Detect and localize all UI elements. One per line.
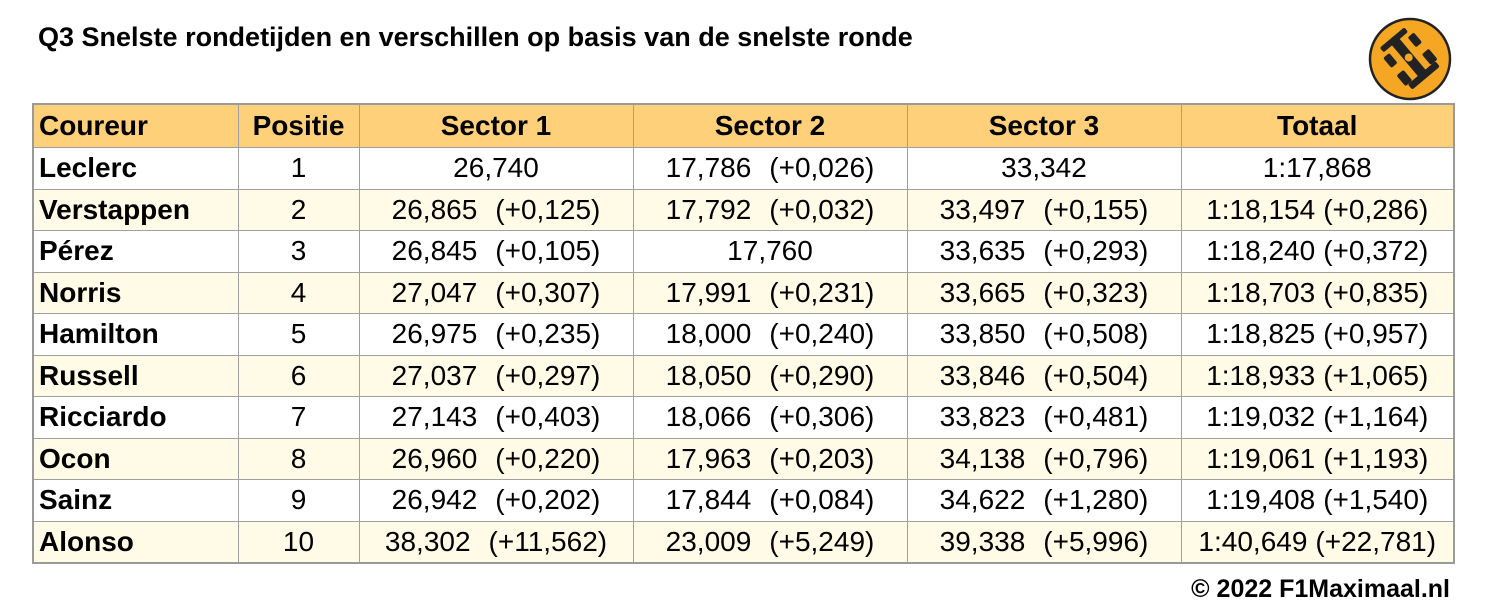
sector-3-cell — [907, 521, 1181, 563]
sector-1-time: 26,845 — [391, 235, 478, 267]
sector-1-gap: (+0,125) — [495, 193, 601, 225]
sector-1-gap: (+0,403) — [495, 401, 601, 433]
sector-3-gap: (+0,293) — [1043, 235, 1149, 267]
sector-3-cell — [907, 480, 1181, 522]
total-cell — [1181, 314, 1454, 356]
driver-name: Norris — [33, 272, 238, 314]
position-cell: 1 — [238, 148, 359, 190]
sector-1-cell — [359, 148, 633, 190]
sector-3-time: 33,342 — [1001, 152, 1087, 184]
table-row — [33, 521, 1454, 563]
sector-3-time: 34,622 — [939, 484, 1026, 516]
sector-2-cell — [633, 314, 907, 356]
sector-1-gap: (+0,297) — [495, 359, 601, 391]
sector-2-cell — [633, 397, 907, 439]
sector-3-time: 33,823 — [939, 401, 1026, 433]
total-gap: (+0,372) — [1323, 235, 1429, 267]
driver-name: Ricciardo — [33, 397, 238, 439]
sector-2-time: 18,000 — [665, 318, 752, 350]
sector-1-gap: (+0,105) — [495, 235, 601, 267]
sector-3-cell — [907, 397, 1181, 439]
table-row — [33, 438, 1454, 480]
sector-2-time: 18,050 — [665, 359, 752, 391]
sector-2-gap: (+0,203) — [769, 442, 875, 474]
sector-3-gap: (+0,481) — [1043, 401, 1149, 433]
sector-3-time: 33,846 — [939, 359, 1026, 391]
sector-3-time: 34,138 — [939, 442, 1026, 474]
sector-1-cell — [359, 314, 633, 356]
sector-2-cell — [633, 438, 907, 480]
column-header-driver: Coureur — [33, 104, 238, 148]
sector-3-gap: (+0,155) — [1043, 193, 1149, 225]
table-row — [33, 189, 1454, 231]
sector-3-cell — [907, 148, 1181, 190]
sector-3-gap: (+0,504) — [1043, 359, 1149, 391]
total-gap: (+1,065) — [1323, 359, 1429, 391]
sector-3-cell — [907, 438, 1181, 480]
sector-2-gap: (+5,249) — [769, 525, 875, 557]
sector-3-gap: (+0,796) — [1043, 442, 1149, 474]
sector-2-time: 17,792 — [665, 193, 752, 225]
sector-2-time: 17,760 — [727, 235, 813, 267]
total-time: 1:17,868 — [1262, 152, 1372, 184]
position-cell: 3 — [238, 231, 359, 273]
total-time: 1:18,825 — [1206, 318, 1316, 350]
sector-1-gap: (+0,307) — [495, 276, 601, 308]
total-gap: (+1,540) — [1323, 484, 1429, 516]
driver-name: Verstappen — [33, 189, 238, 231]
driver-name: Pérez — [33, 231, 238, 273]
sector-3-time: 33,850 — [939, 318, 1026, 350]
table-header-row — [33, 104, 1454, 148]
total-cell — [1181, 521, 1454, 563]
sector-1-gap: (+0,202) — [495, 484, 601, 516]
position-cell: 2 — [238, 189, 359, 231]
driver-name: Alonso — [33, 521, 238, 563]
column-header-sector-1: Sector 1 — [359, 104, 633, 148]
sector-3-gap: (+0,508) — [1043, 318, 1149, 350]
sector-2-gap: (+0,084) — [769, 484, 875, 516]
sector-1-cell — [359, 521, 633, 563]
sector-1-gap: (+0,235) — [495, 318, 601, 350]
total-cell — [1181, 231, 1454, 273]
driver-name: Sainz — [33, 480, 238, 522]
total-gap: (+0,957) — [1323, 318, 1429, 350]
total-cell — [1181, 272, 1454, 314]
sector-2-time: 23,009 — [665, 525, 752, 557]
total-time: 1:18,154 — [1206, 193, 1316, 225]
sector-2-time: 18,066 — [665, 401, 752, 433]
table-row — [33, 355, 1454, 397]
total-cell — [1181, 397, 1454, 439]
sector-2-time: 17,844 — [665, 484, 752, 516]
sector-3-cell — [907, 272, 1181, 314]
total-cell — [1181, 480, 1454, 522]
sector-2-gap: (+0,290) — [769, 359, 875, 391]
table-row — [33, 148, 1454, 190]
sector-3-cell — [907, 189, 1181, 231]
sector-2-cell — [633, 148, 907, 190]
column-header-sector-3: Sector 3 — [907, 104, 1181, 148]
sector-1-time: 26,740 — [453, 152, 539, 184]
position-cell: 9 — [238, 480, 359, 522]
driver-name: Hamilton — [33, 314, 238, 356]
sector-2-gap: (+0,240) — [769, 318, 875, 350]
sector-3-time: 33,635 — [939, 235, 1026, 267]
lap-times-table — [32, 103, 1455, 564]
sector-1-cell — [359, 355, 633, 397]
page-title: Q3 Snelste rondetijden en verschillen op basis van de snelste ronde — [38, 22, 913, 52]
sector-1-time: 27,047 — [391, 276, 478, 308]
total-time: 1:40,649 — [1198, 525, 1308, 557]
sector-1-cell — [359, 231, 633, 273]
sector-1-cell — [359, 272, 633, 314]
sector-2-time: 17,786 — [665, 152, 752, 184]
sector-2-gap: (+0,026) — [769, 152, 875, 184]
sector-3-cell — [907, 231, 1181, 273]
f1-car-icon — [1368, 17, 1452, 101]
column-header-sector-2: Sector 2 — [633, 104, 907, 148]
sector-2-cell — [633, 189, 907, 231]
total-cell — [1181, 189, 1454, 231]
driver-name: Leclerc — [33, 148, 238, 190]
sector-2-gap: (+0,231) — [769, 276, 875, 308]
total-time: 1:19,032 — [1206, 401, 1316, 433]
sector-1-time: 27,143 — [391, 401, 478, 433]
total-time: 1:18,703 — [1206, 276, 1316, 308]
driver-name: Russell — [33, 355, 238, 397]
position-cell: 7 — [238, 397, 359, 439]
table-row — [33, 272, 1454, 314]
sector-1-gap: (+11,562) — [488, 525, 608, 557]
total-cell — [1181, 438, 1454, 480]
sector-3-gap: (+0,323) — [1043, 276, 1149, 308]
sector-1-cell — [359, 189, 633, 231]
column-header-position: Positie — [238, 104, 359, 148]
sector-1-cell — [359, 438, 633, 480]
position-cell: 6 — [238, 355, 359, 397]
total-time: 1:18,933 — [1206, 359, 1316, 391]
sector-1-time: 26,975 — [391, 318, 478, 350]
sector-2-cell — [633, 480, 907, 522]
sector-2-cell — [633, 521, 907, 563]
sector-1-cell — [359, 397, 633, 439]
sector-3-cell — [907, 355, 1181, 397]
sector-2-time: 17,991 — [665, 276, 752, 308]
sector-1-cell — [359, 480, 633, 522]
sector-1-time: 26,942 — [391, 484, 478, 516]
sector-1-time: 27,037 — [391, 359, 478, 391]
sector-1-time: 26,960 — [391, 442, 478, 474]
sector-1-time: 26,865 — [391, 193, 478, 225]
total-gap: (+1,164) — [1323, 401, 1429, 433]
sector-3-cell — [907, 314, 1181, 356]
total-gap: (+22,781) — [1315, 525, 1437, 557]
sector-2-cell — [633, 272, 907, 314]
sector-2-cell — [633, 231, 907, 273]
column-header-total: Totaal — [1181, 104, 1454, 148]
total-time: 1:18,240 — [1206, 235, 1316, 267]
sector-2-gap: (+0,032) — [769, 193, 875, 225]
position-cell: 5 — [238, 314, 359, 356]
total-time: 1:19,061 — [1206, 442, 1316, 474]
sector-3-time: 33,665 — [939, 276, 1026, 308]
table-row — [33, 314, 1454, 356]
position-cell: 4 — [238, 272, 359, 314]
total-cell — [1181, 355, 1454, 397]
sector-2-time: 17,963 — [665, 442, 752, 474]
sector-3-gap: (+1,280) — [1043, 484, 1149, 516]
sector-2-cell — [633, 355, 907, 397]
sector-3-time: 39,338 — [939, 525, 1026, 557]
table-row — [33, 231, 1454, 273]
table-row — [33, 480, 1454, 522]
total-gap: (+0,835) — [1323, 276, 1429, 308]
sector-3-time: 33,497 — [939, 193, 1026, 225]
driver-name: Ocon — [33, 438, 238, 480]
sector-2-gap: (+0,306) — [769, 401, 875, 433]
total-gap: (+0,286) — [1323, 193, 1429, 225]
position-cell: 8 — [238, 438, 359, 480]
sector-1-gap: (+0,220) — [495, 442, 601, 474]
position-cell: 10 — [238, 521, 359, 563]
sector-3-gap: (+5,996) — [1043, 525, 1149, 557]
copyright-notice: © 2022 F1Maximaal.nl — [1191, 575, 1450, 603]
sector-1-time: 38,302 — [384, 525, 471, 557]
total-gap: (+1,193) — [1323, 442, 1429, 474]
total-cell — [1181, 148, 1454, 190]
table-row — [33, 397, 1454, 439]
total-time: 1:19,408 — [1206, 484, 1316, 516]
